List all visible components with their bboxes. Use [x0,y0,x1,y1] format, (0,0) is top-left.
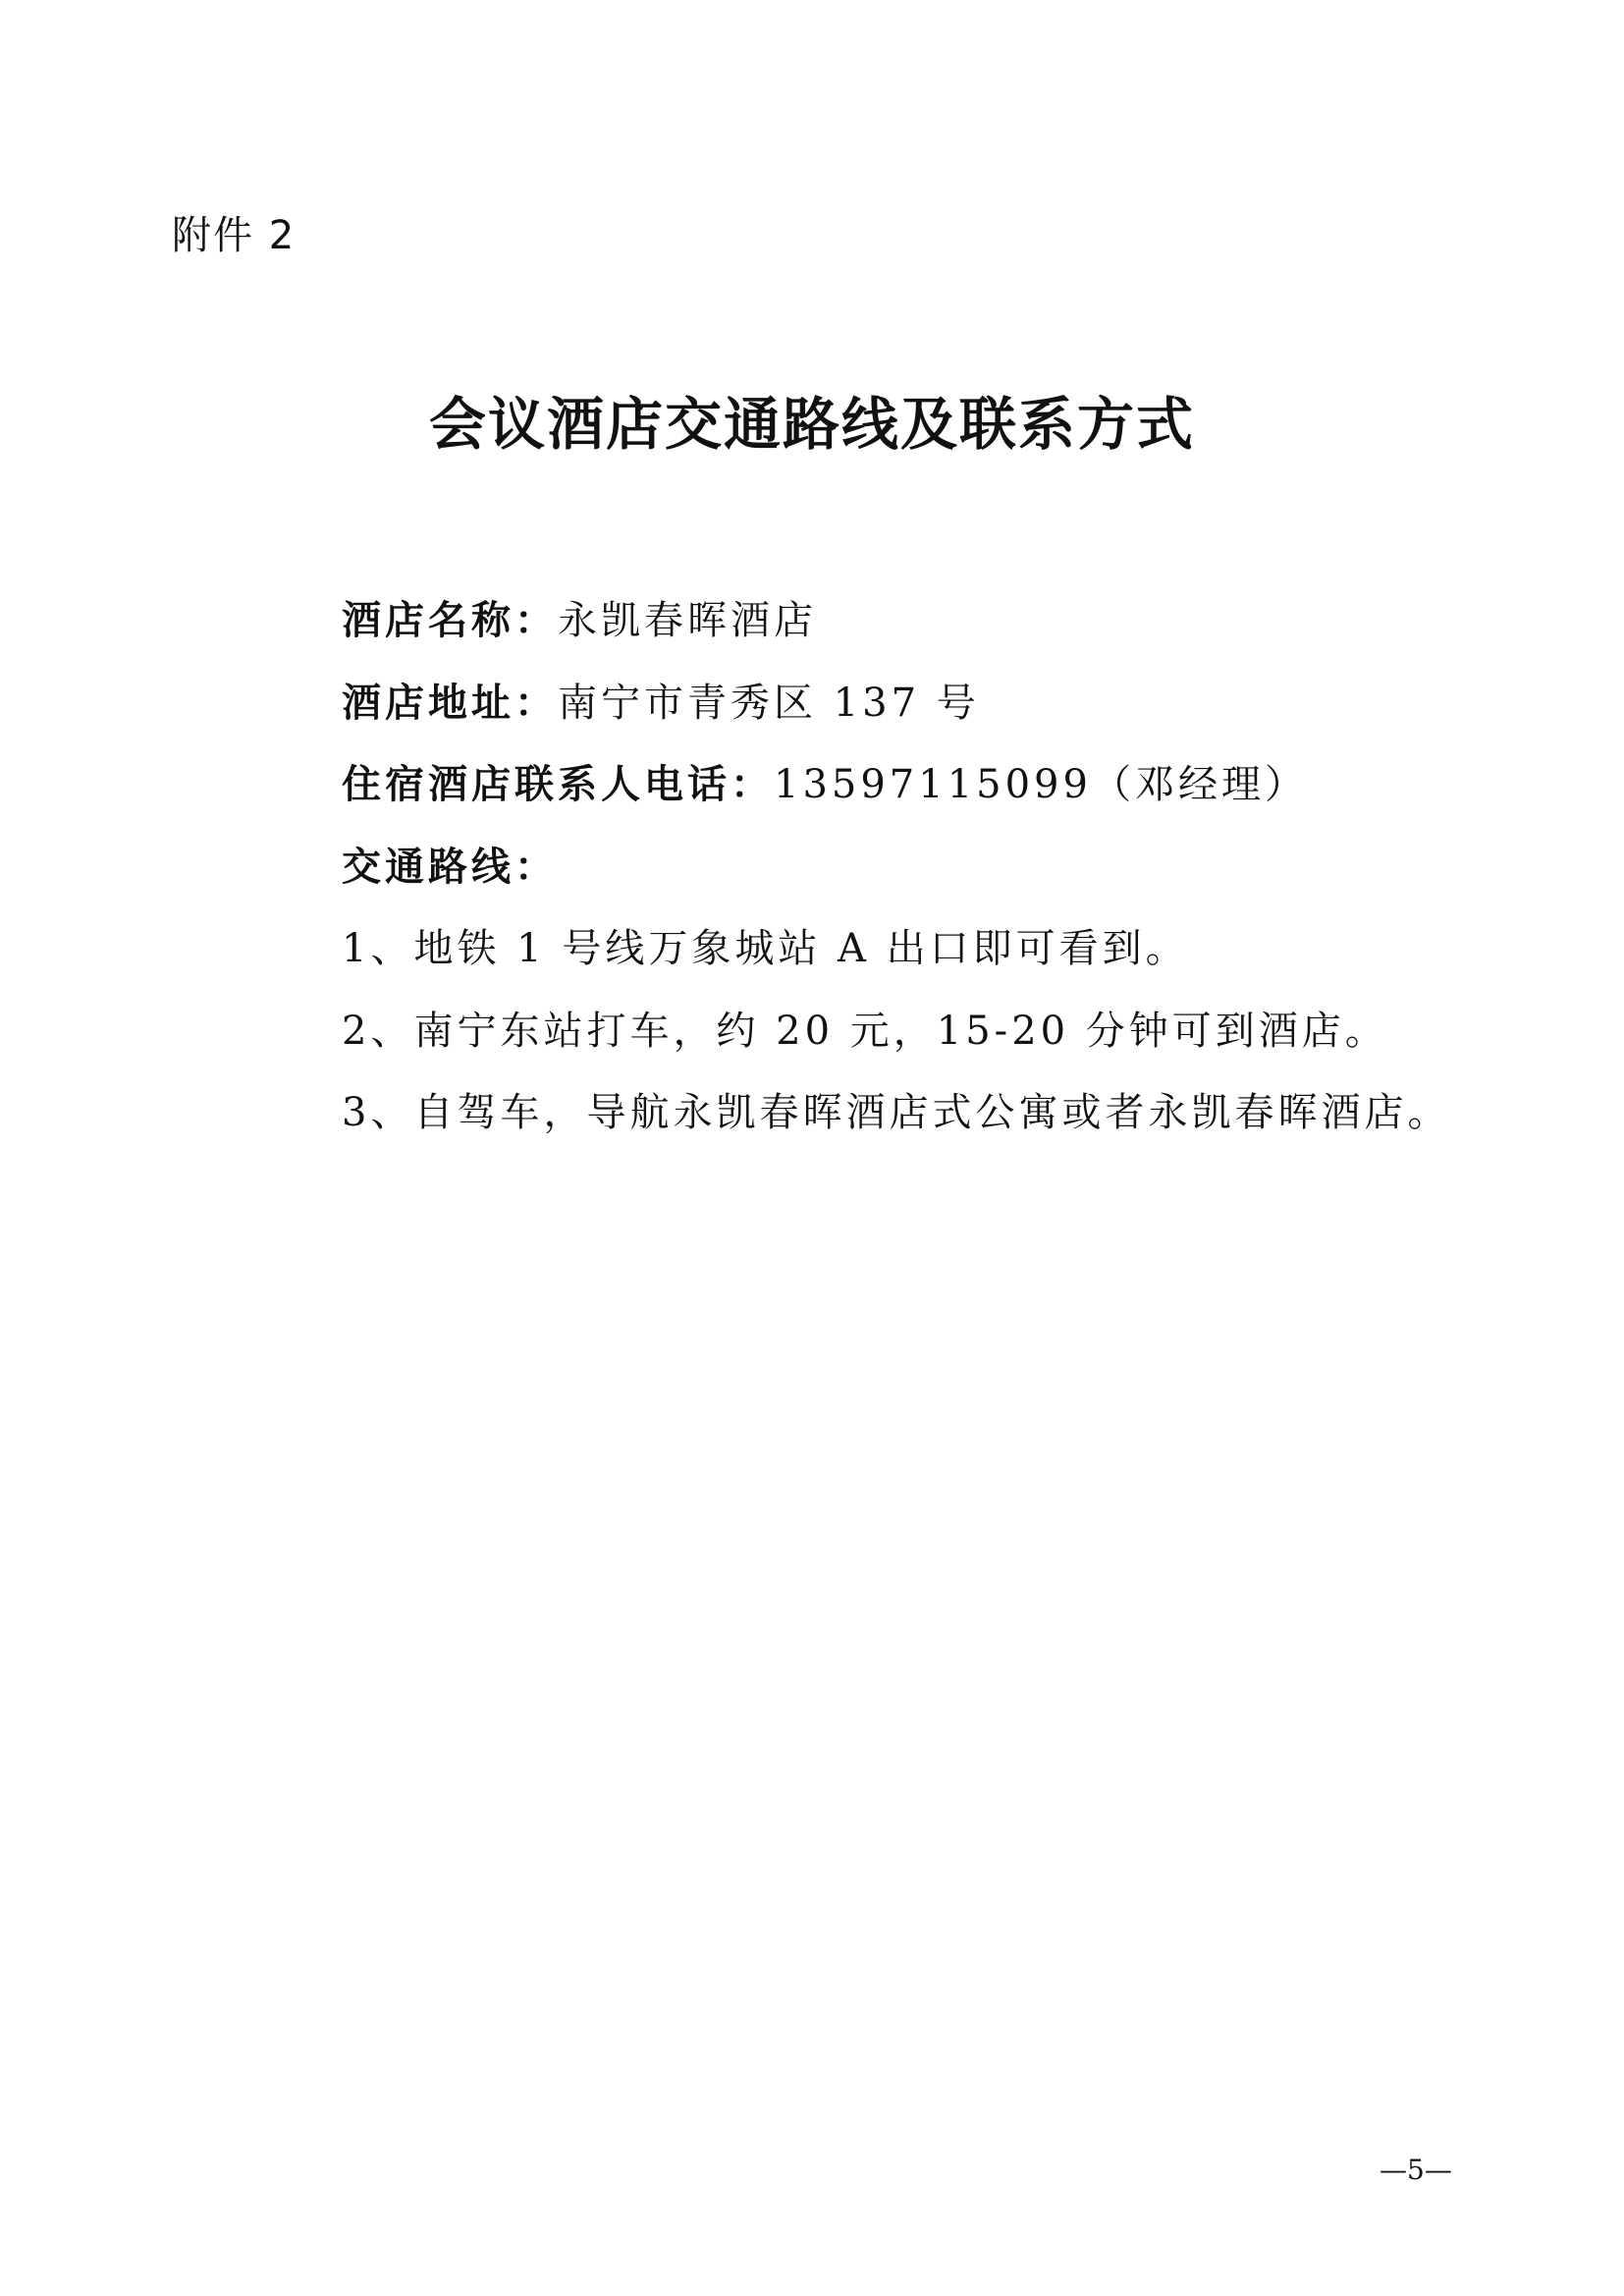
hotel-address-value: 南宁市青秀区 137 号 [558,681,980,726]
hotel-name-value: 永凯春晖酒店 [558,598,817,643]
hotel-name-line [342,589,817,645]
hotel-address-line [342,672,980,728]
route-item: 3、自驾车，导航永凯春晖酒店式公寓或者永凯春晖酒店。 [342,1090,1451,1135]
page-number: —5— [1380,2154,1452,2186]
hotel-contact-value: 13597115099（邓经理） [774,762,1308,807]
document-title: 会议酒店交通路线及联系方式 [428,391,1195,458]
attachment-label: 附件 2 [172,213,297,258]
route-item: 2、南宁东站打车，约 20 元，15-20 分钟可到酒店。 [342,1009,1388,1054]
hotel-contact-label: 住宿酒店联系人电话： [342,762,774,807]
hotel-contact-line [342,753,1308,809]
route-item: 1、地铁 1 号线万象城站 A 出口即可看到。 [342,926,1189,971]
hotel-name-label: 酒店名称： [342,598,558,643]
routes-heading-line [342,836,558,892]
hotel-address-label: 酒店地址： [342,681,558,726]
routes-heading: 交通路线： [342,845,558,890]
